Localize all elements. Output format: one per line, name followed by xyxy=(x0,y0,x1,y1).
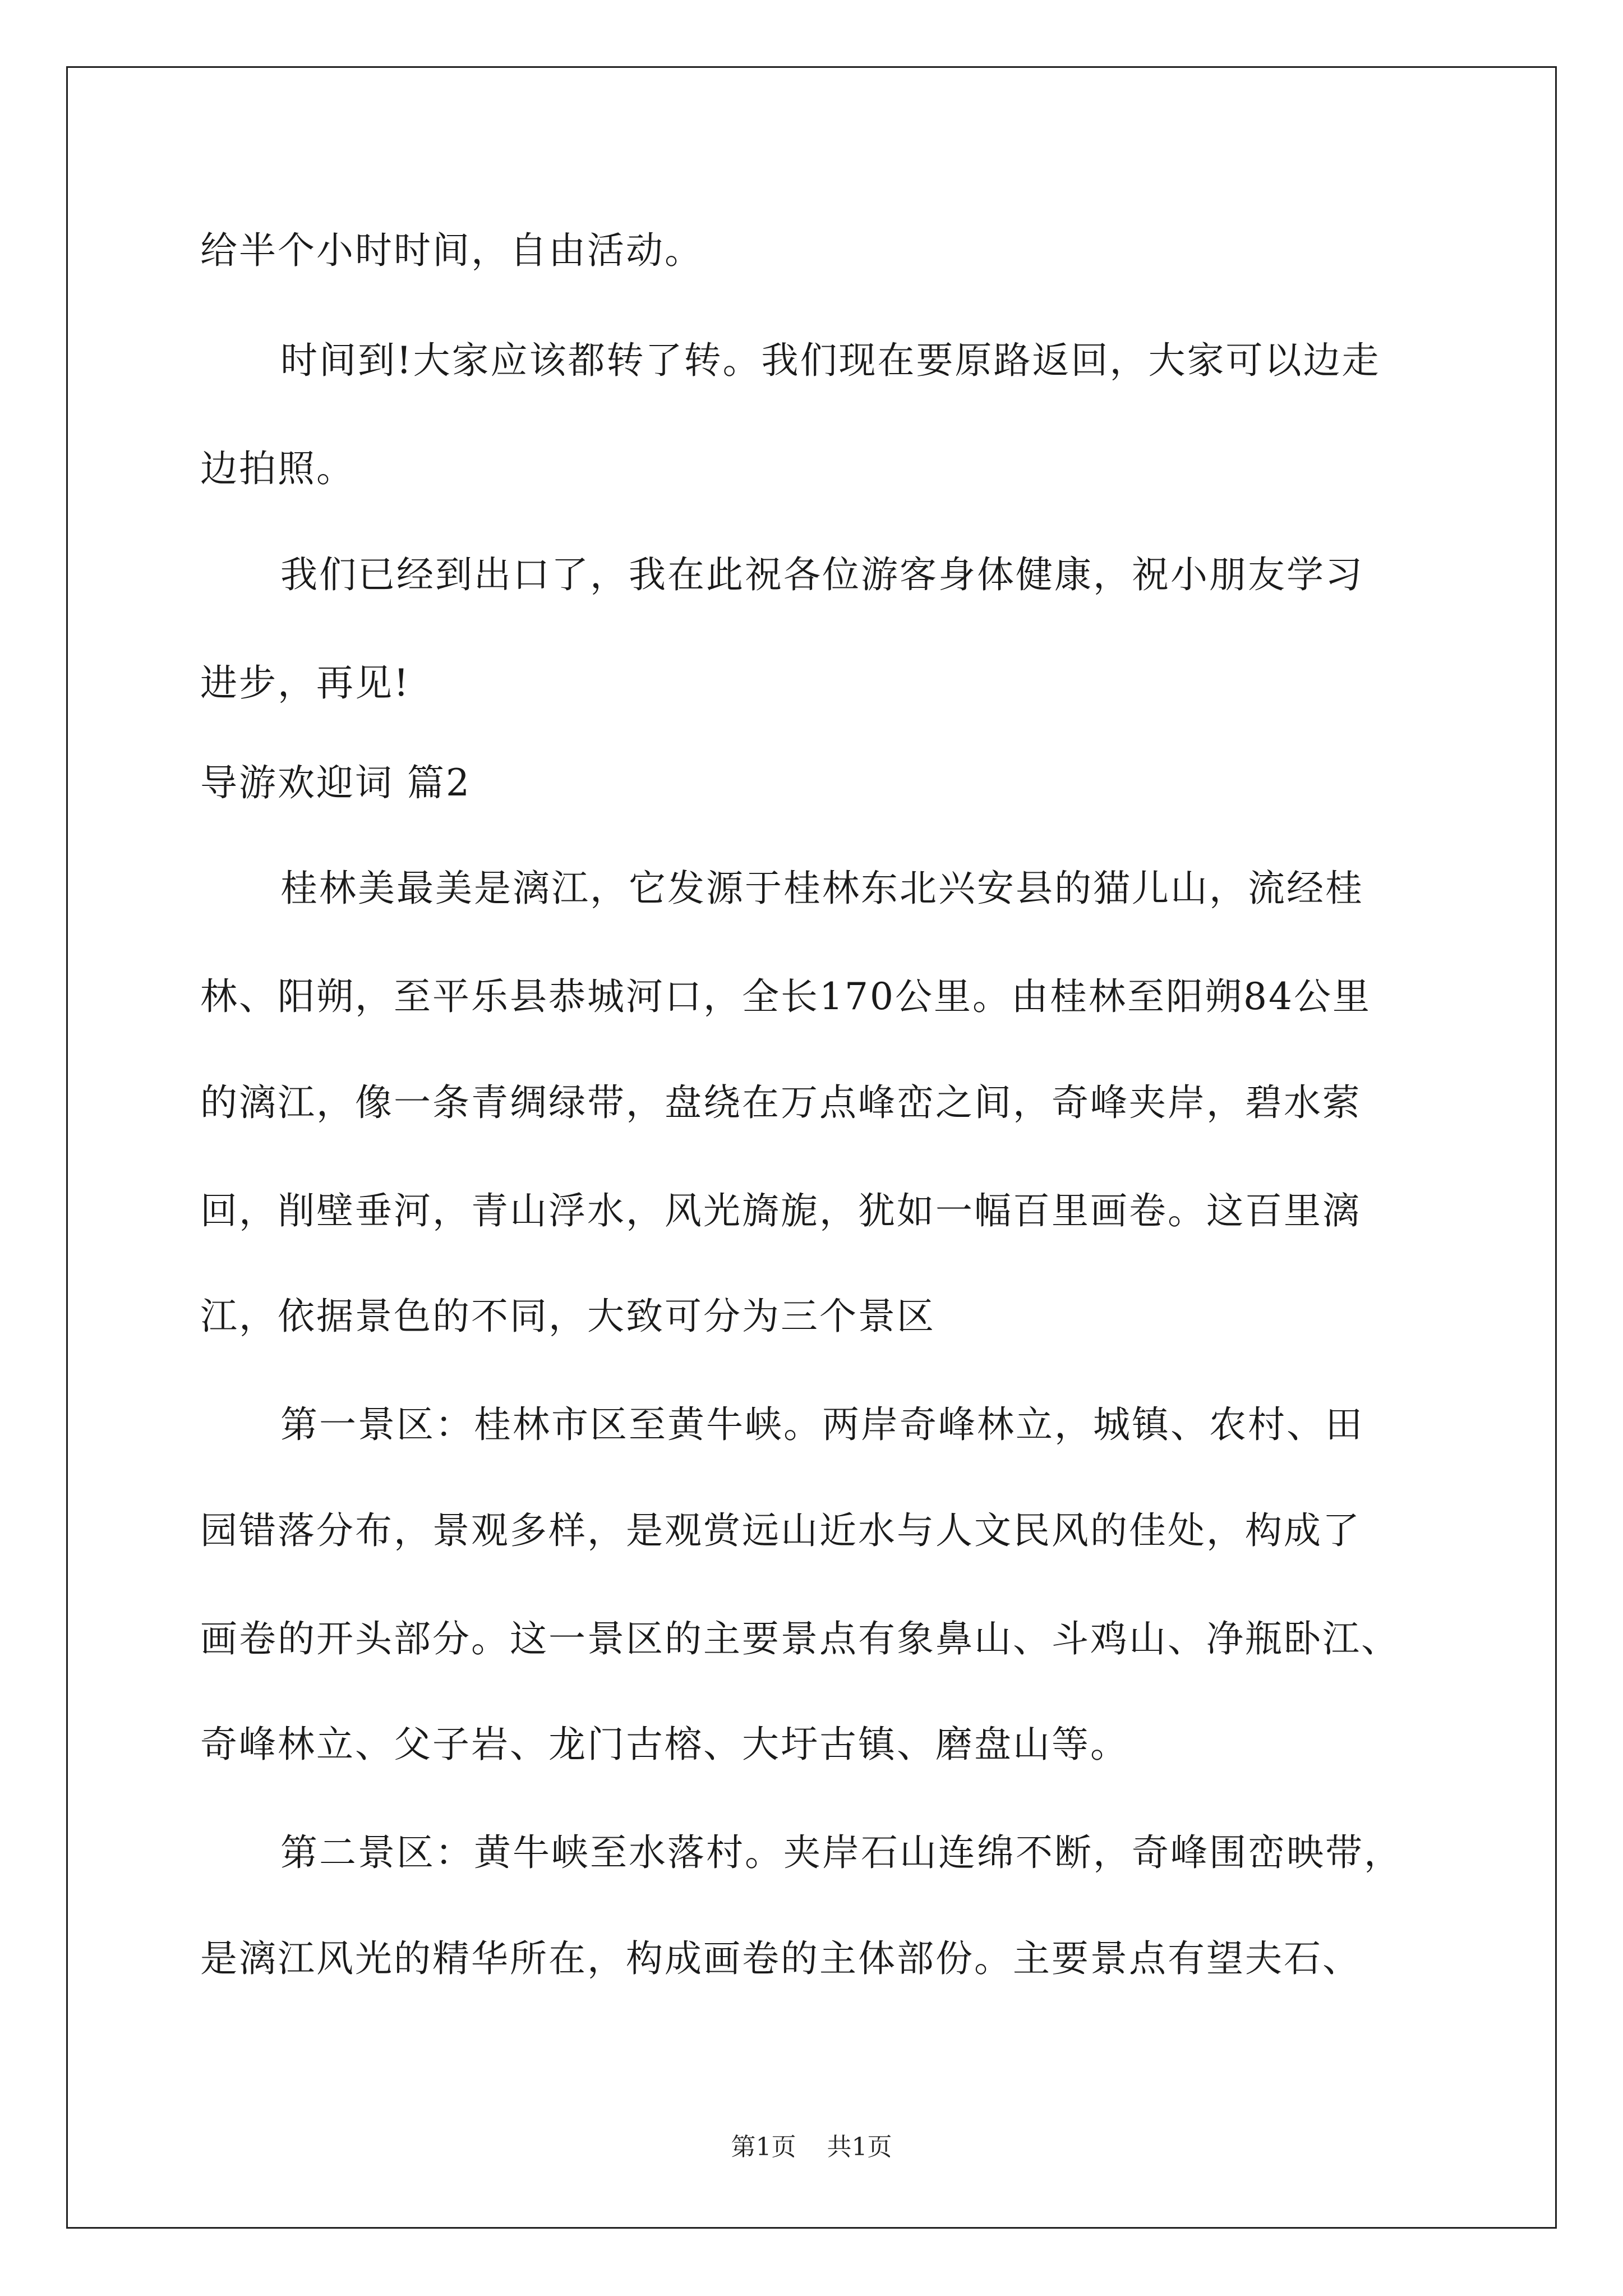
text-line: 园错落分布，景观多样，是观赏远山近水与人文民风的佳处，构成了 xyxy=(200,1509,1361,1552)
paragraph-first-line: 桂林美最美是漓江，它发源于桂林东北兴安县的猫儿山，流经桂 xyxy=(280,867,1364,910)
text-line: 回，削壁垂河，青山浮水，风光旖旎，犹如一幅百里画卷。这百里漓 xyxy=(200,1189,1361,1232)
page-total: 共1页 xyxy=(827,2133,892,2161)
page-footer xyxy=(0,2132,1623,2163)
text-line: 画卷的开头部分。这一景区的主要景点有象鼻山、斗鸡山、净瓶卧江、 xyxy=(200,1617,1400,1660)
paragraph-first-line: 第一景区：桂林市区至黄牛峡。两岸奇峰林立，城镇、农村、田 xyxy=(280,1403,1364,1446)
text-line: 给半个小时时间，自由活动。 xyxy=(200,229,703,272)
text-line: 边拍照。 xyxy=(200,447,355,490)
text-line: 是漓江风光的精华所在，构成画卷的主体部份。主要景点有望夫石、 xyxy=(200,1937,1361,1980)
page-number: 第1页 xyxy=(731,2133,796,2161)
page-border xyxy=(66,66,1557,2229)
text-line: 林、阳朔，至平乐县恭城河口，全长170公里。由桂林至阳朔84公里 xyxy=(200,975,1371,1018)
text-line: 江，依据景色的不同，大致可分为三个景区 xyxy=(200,1295,935,1338)
text-line: 进步，再见! xyxy=(200,661,411,705)
section-heading: 导游欢迎词 篇2 xyxy=(200,761,471,804)
text-line: 的漓江，像一条青绸绿带，盘绕在万点峰峦之间，奇峰夹岸，碧水萦 xyxy=(200,1081,1361,1124)
text-line: 奇峰林立、父子岩、龙门古榕、大圩古镇、磨盘山等。 xyxy=(200,1723,1129,1766)
paragraph-first-line: 时间到!大家应该都转了转。我们现在要原路返回，大家可以边走 xyxy=(280,339,1381,382)
paragraph-first-line: 第二景区：黄牛峡至水落村。夹岸石山连绵不断，奇峰围峦映带， xyxy=(280,1831,1403,1874)
paragraph-first-line: 我们已经到出口了，我在此祝各位游客身体健康，祝小朋友学习 xyxy=(280,553,1364,596)
